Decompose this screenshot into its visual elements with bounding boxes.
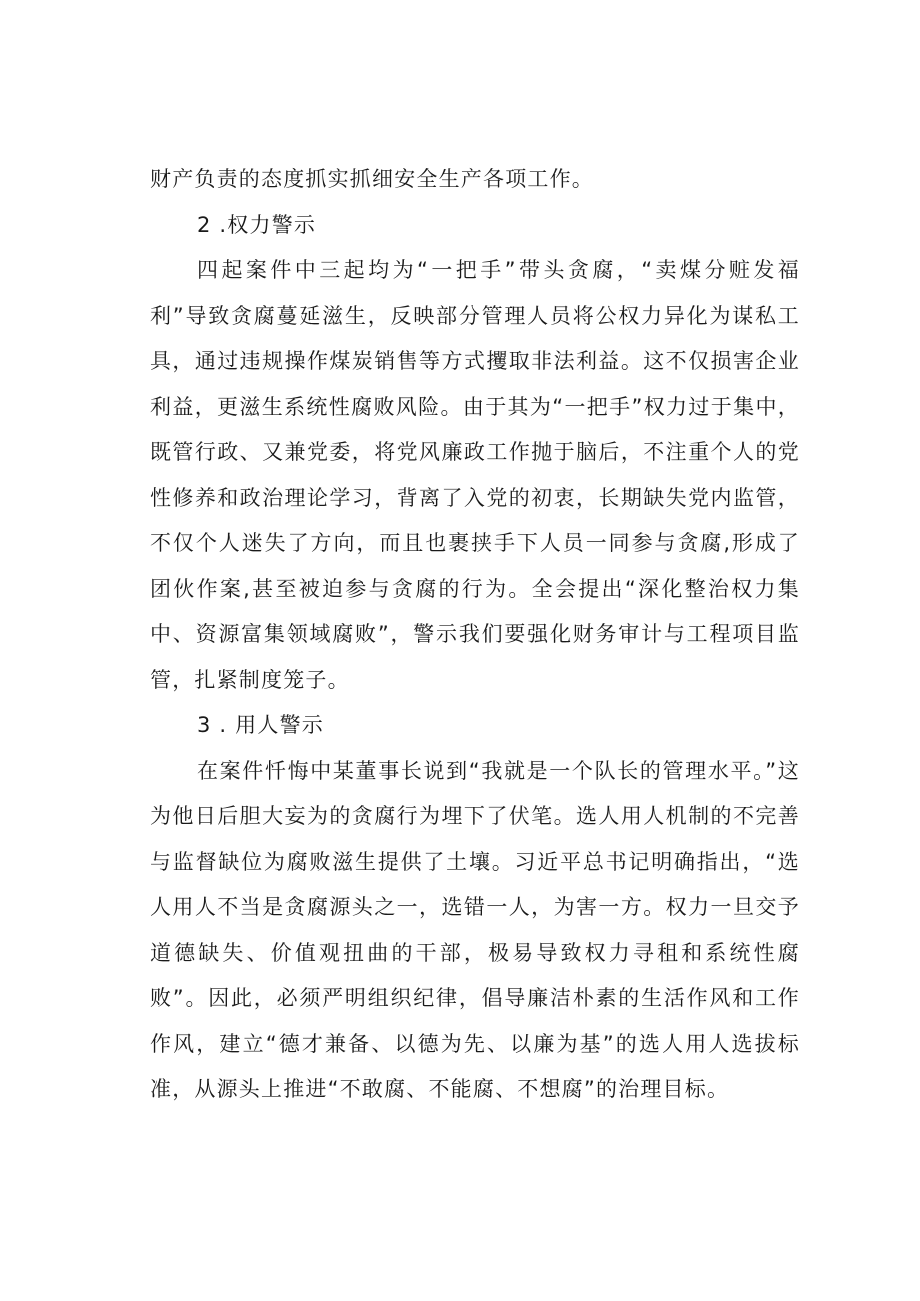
section-heading-power-warning: 2 .权力警示 <box>197 212 317 237</box>
section-body-personnel-warning: 在案件忏悔中某董事长说到“我就是一个队长的管理水平。”这为他日后胆大妄为的贪腐行为埋下了伏笔。选人用人机制的不完善与监督缺位为腐败滋生提供了土壤。习近平总书记明确指出，“选人用人不当是贪腐源头之一，选错一人，为害一方。权力一旦交予道德缺失、价值观扭曲的干部，极易导致权力寻租和系统性腐败”。因此，必须严明组织纪律，倡导廉洁朴素的生活作风和工作作风，建立“德才兼备、以德为先、以廉为基”的选人用人选拔标准，从源头上推进“不敢腐、不能腐、不想腐”的治理目标。 <box>150 758 800 1101</box>
document-page <box>150 157 800 1113</box>
section-body-power-warning: 四起案件中三起均为“一把手”带头贪腐，“卖煤分赃发福利”导致贪腐蔓延滋生，反映部分管理人员将公权力异化为谋私工具，通过违规操作煤炭销售等方式攫取非法利益。这不仅损害企业利益，更滋生系统性腐败风险。由于其为“一把手”权力过于集中，既管行政、又兼党委，将党风廉政工作抛于脑后，不注重个人的党性修养和政治理论学习，背离了入党的初衷，长期缺失党内监管，不仅个人迷失了方向，而且也裹挟手下人员一同参与贪腐,形成了团伙作案,甚至被迫参与贪腐的行为。全会提出“深化整治权力集中、资源富集领域腐败”，警示我们要强化财务审计与工程项目监管，扎紧制度笼子。 <box>150 258 800 692</box>
continued-paragraph: 财产负责的态度抓实抓细安全生产各项工作。 <box>150 167 594 191</box>
section-heading-personnel-warning: 3 . 用人警示 <box>197 713 324 737</box>
